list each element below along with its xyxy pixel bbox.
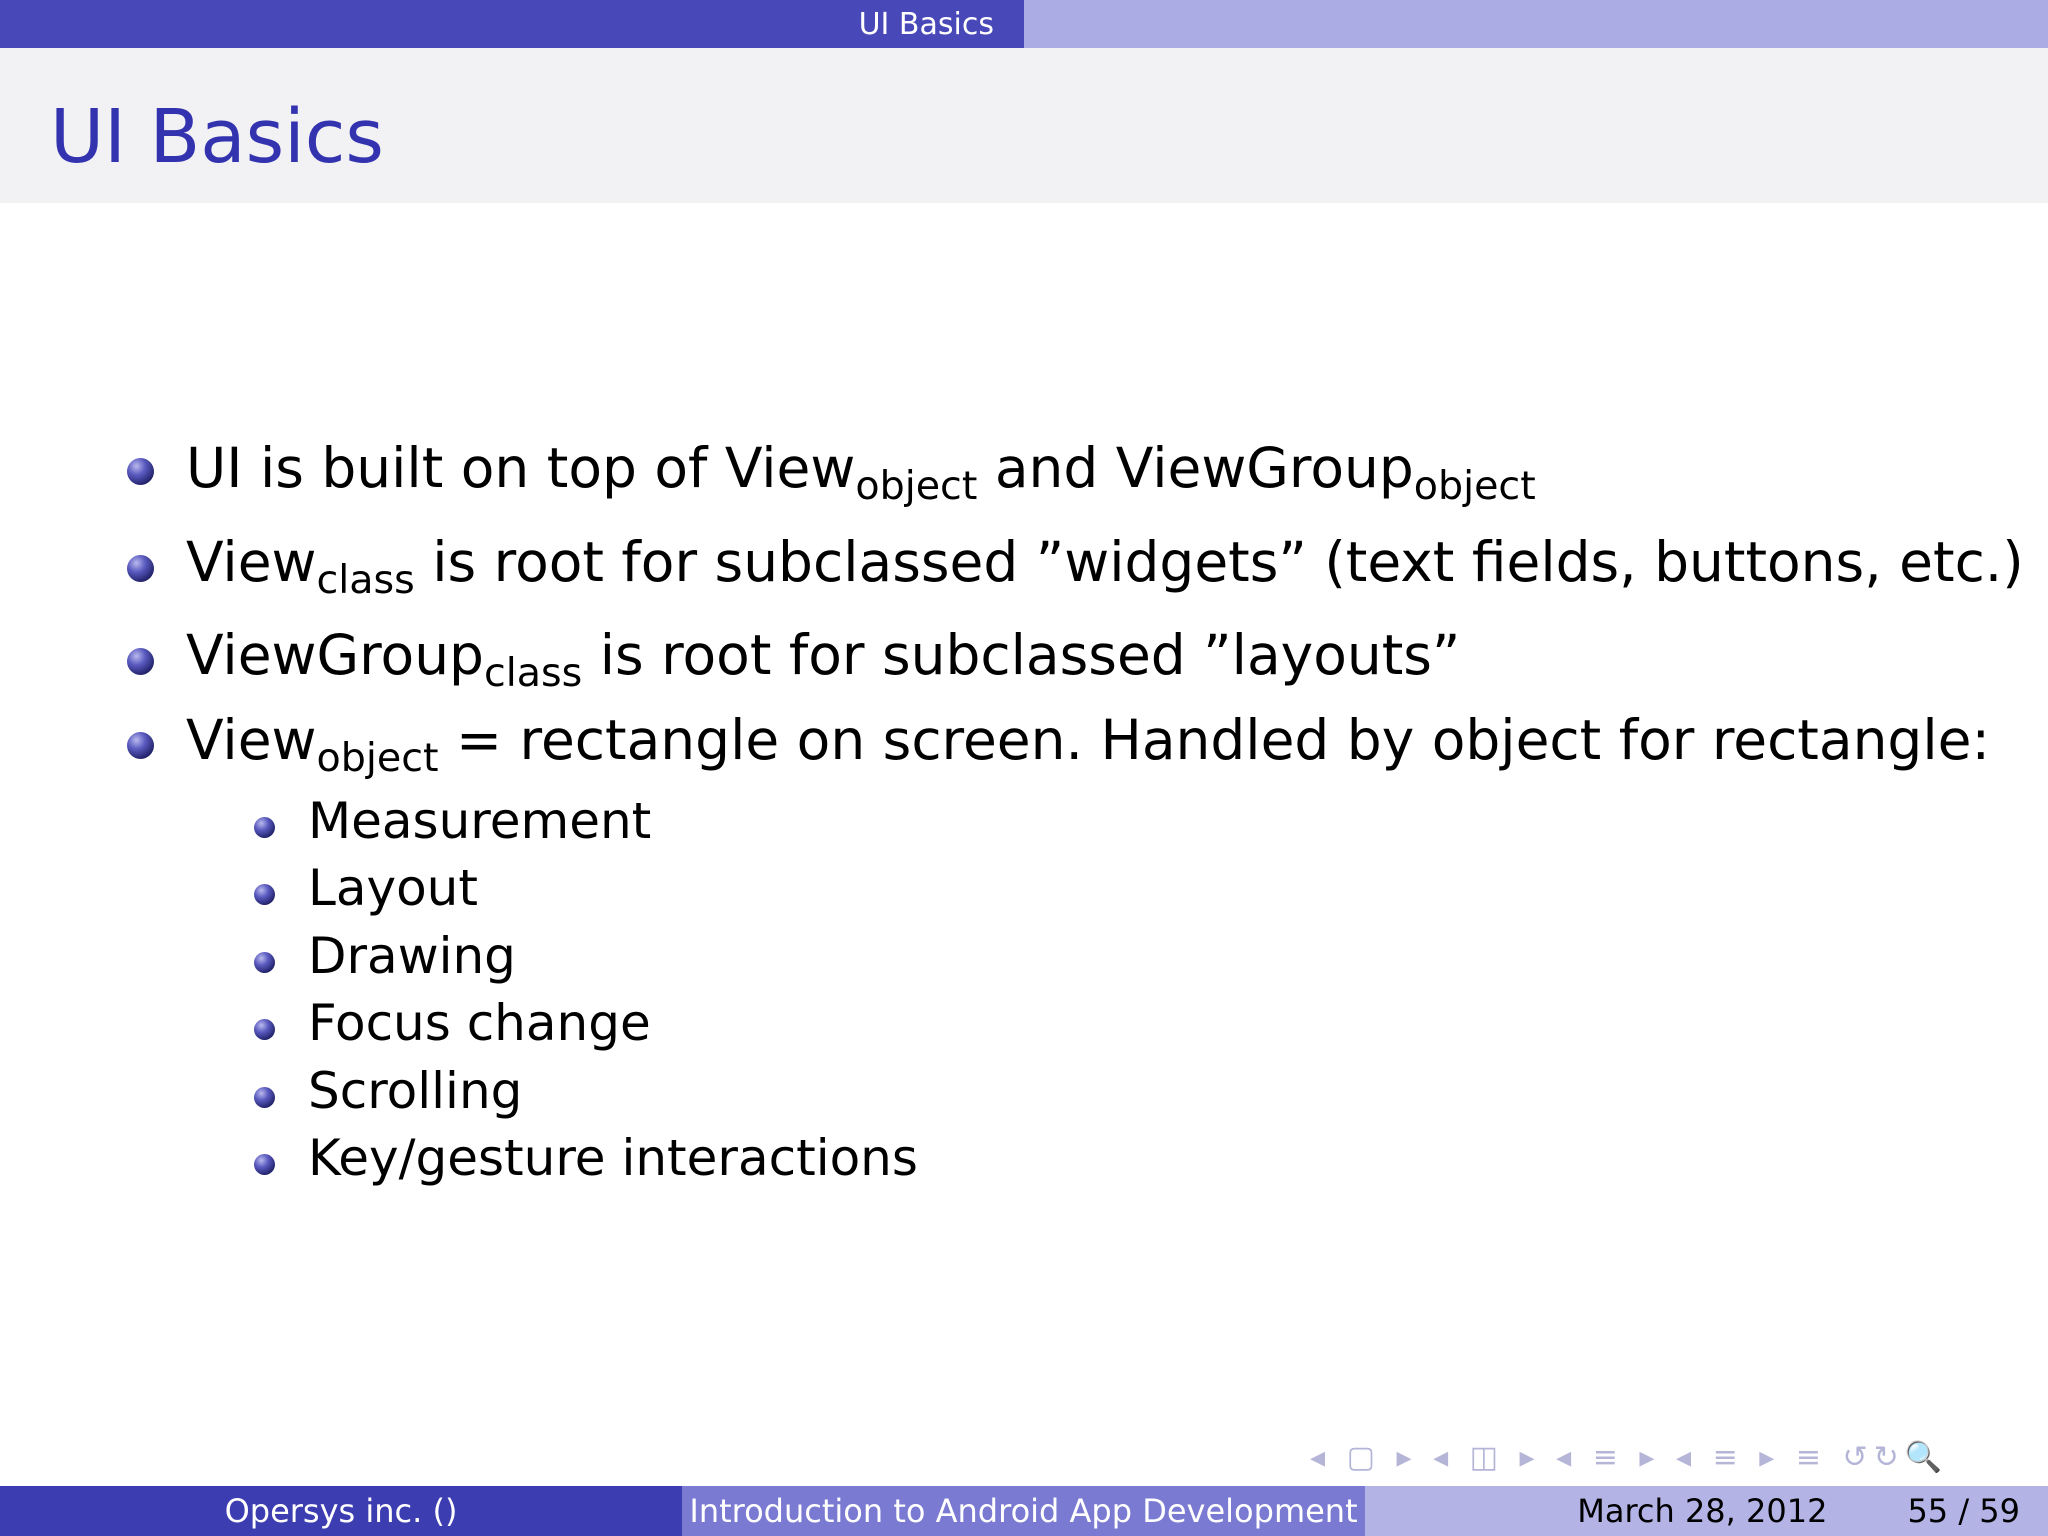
sub-bullet-item: Scrolling <box>308 1062 523 1120</box>
sub-bullet-item: Key/gesture interactions <box>308 1129 918 1187</box>
bullet-item: ViewGroup$_{class}$ is root for subclassed ”layouts” <box>186 623 1461 696</box>
sub-bullet-icon <box>254 884 275 905</box>
sub-bullet-icon <box>254 817 275 838</box>
bullet-icon <box>127 458 154 485</box>
section-navigation-bar <box>0 0 2048 48</box>
footer-page-number: 55 / 59 <box>1907 1492 2020 1530</box>
bullet-icon <box>127 648 154 675</box>
frame-title: UI Basics <box>50 94 384 180</box>
beamer-navigation-icons[interactable]: ◂ ▢ ▸ ◂ ◫ ▸ ◂ ≡ ▸ ◂ ≡ ▸ ≡ ↺↻🔍 <box>1310 1440 1949 1475</box>
sub-bullet-icon <box>254 952 275 973</box>
footer-title: Introduction to Android App Development <box>682 1486 1365 1536</box>
bullet-icon <box>127 732 154 759</box>
footer-date-page <box>1365 1486 2048 1536</box>
footer-date: March 28, 2012 <box>1577 1492 1828 1530</box>
sub-bullet-item: Drawing <box>308 927 516 985</box>
sub-bullet-item: Measurement <box>308 792 652 850</box>
frame-title-band <box>0 48 2048 203</box>
section-current[interactable]: UI Basics <box>0 0 1024 48</box>
sub-bullet-item: Focus change <box>308 994 651 1052</box>
footer-author: Opersys inc. () <box>0 1486 682 1536</box>
footer-bar <box>0 1486 2048 1536</box>
bullet-item: UI is built on top of View$_{object}$ and ViewGroup$_{object}$ <box>186 436 1536 509</box>
sub-bullet-icon <box>254 1087 275 1108</box>
section-bar-rest <box>1024 0 2048 48</box>
sub-bullet-icon <box>254 1019 275 1040</box>
bullet-item: View$_{class}$ is root for subclassed ”widgets” (text fields, buttons, etc.) <box>186 530 2024 603</box>
bullet-icon <box>127 555 154 582</box>
sub-bullet-item: Layout <box>308 859 478 917</box>
sub-bullet-icon <box>254 1154 275 1175</box>
bullet-item: View$_{object}$ = rectangle on screen. Handled by object for rectangle: <box>186 708 1990 781</box>
